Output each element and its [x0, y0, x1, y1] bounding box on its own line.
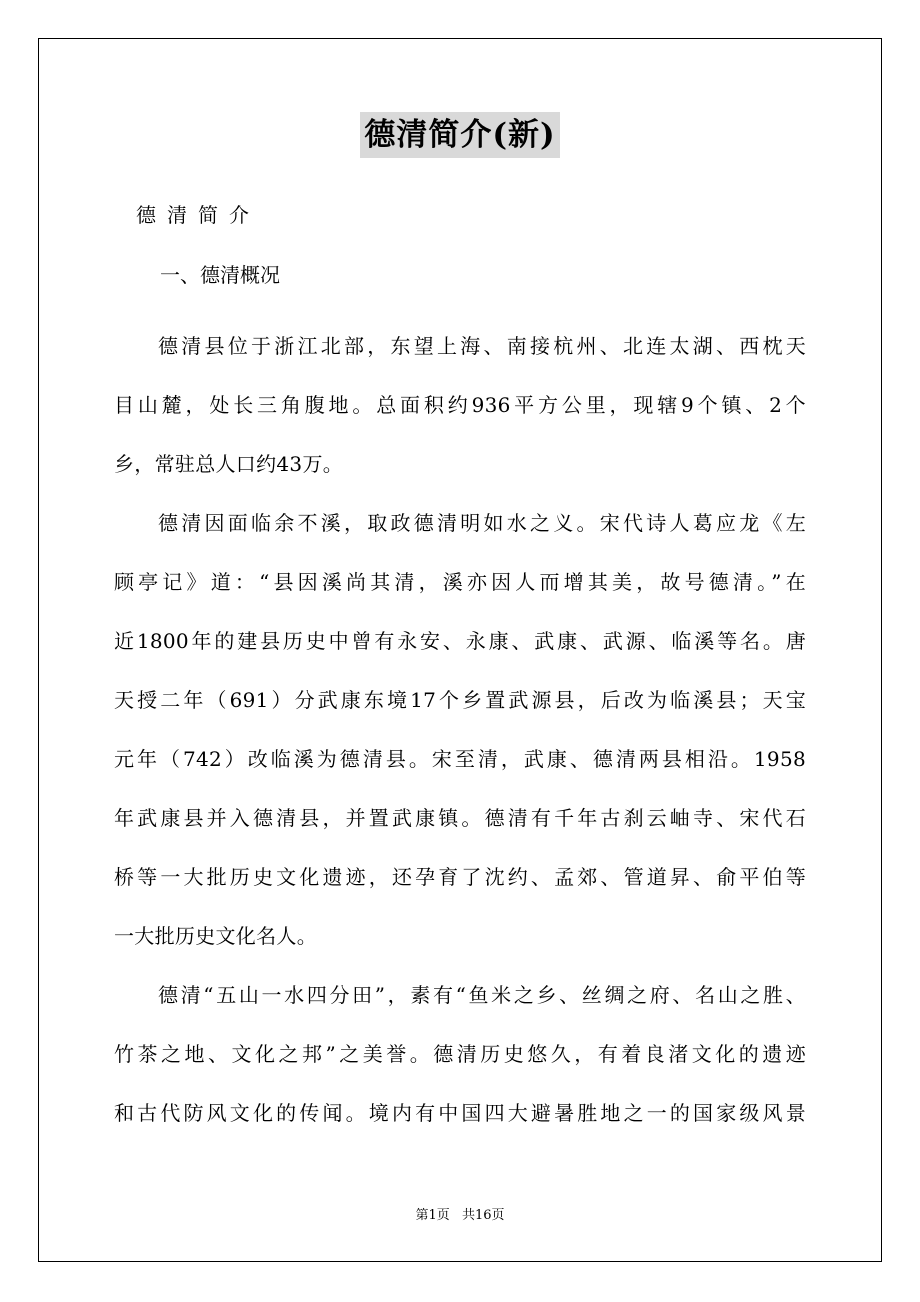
paragraph-line: 天授二年（691）分武康东境17个乡置武源县，后改为临溪县；天宝	[114, 688, 806, 712]
paragraph-line: 德清县位于浙江北部，东望上海、南接杭州、北连太湖、西枕天	[158, 334, 806, 358]
document-subtitle: 德清简介	[136, 203, 260, 227]
paragraph-line: 德清“五山一水四分田”，素有“鱼米之乡、丝绸之府、名山之胜、	[158, 983, 806, 1007]
section-heading: 一、德清概况	[160, 263, 280, 287]
paragraph-line: 顾亭记》道：“县因溪尚其清，溪亦因人而增其美，故号德清。”在	[114, 570, 806, 594]
paragraph-line: 年武康县并入德清县，并置武康镇。德清有千年古刹云岫寺、宋代石	[114, 806, 806, 830]
paragraph-line: 桥等一大批历史文化遗迹，还孕育了沈约、孟郊、管道昇、俞平伯等	[114, 865, 806, 889]
page-total: 共16页	[461, 1208, 505, 1223]
paragraph-line: 竹茶之地、文化之邦”之美誉。德清历史悠久，有着良渚文化的遗迹	[114, 1042, 806, 1066]
paragraph-line: 一大批历史文化名人。	[114, 924, 317, 948]
page-footer	[0, 1207, 920, 1225]
document-title: 德清简介(新)	[360, 112, 559, 158]
paragraph-line: 德清因面临余不溪，取政德清明如水之义。宋代诗人葛应龙《左	[158, 511, 806, 535]
paragraph-line: 元年（742）改临溪为德清县。宋至清，武康、德清两县相沿。1958	[114, 747, 806, 771]
page-number: 第1页	[415, 1208, 450, 1223]
title-container	[0, 112, 920, 158]
document-body	[114, 317, 806, 1143]
paragraph-line: 目山麓，处长三角腹地。总面积约936平方公里，现辖9个镇、2个	[114, 393, 806, 417]
paragraph-line: 和古代防风文化的传闻。境内有中国四大避暑胜地之一的国家级风景	[114, 1101, 806, 1125]
paragraph-line: 乡，常驻总人口约43万。	[114, 452, 344, 476]
paragraph-line: 近1800年的建县历史中曾有永安、永康、武康、武源、临溪等名。唐	[114, 629, 806, 653]
